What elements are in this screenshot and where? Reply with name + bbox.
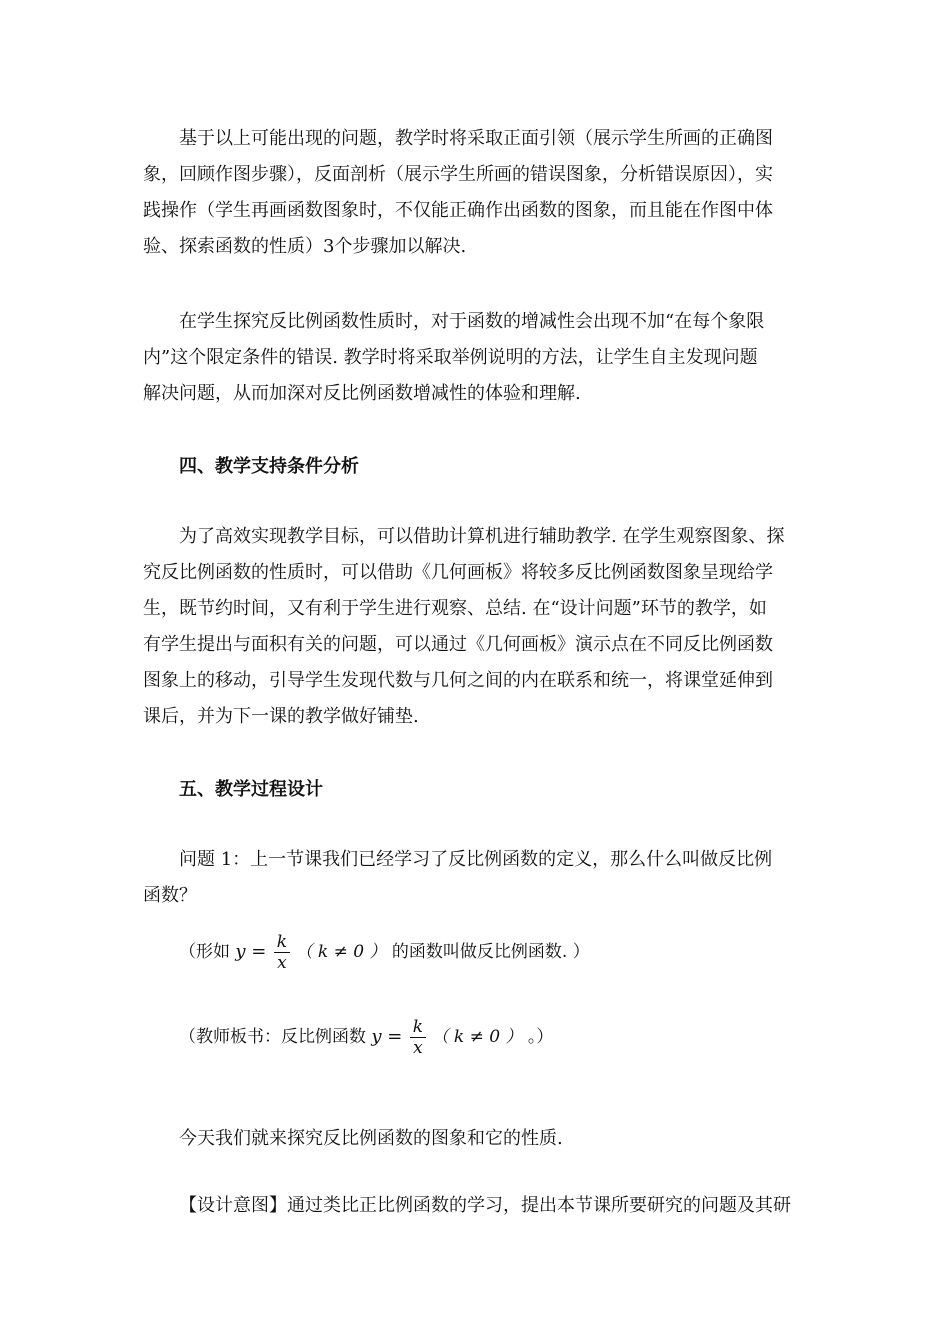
paragraph-problem-solving <box>143 121 811 265</box>
text-line: 今天我们就来探究反比例函数的图象和它的性质. <box>179 1128 563 1149</box>
text-line: 生，既节约时间，又有利于学生进行观察、总结. 在“设计问题”环节的教学，如 <box>143 598 767 619</box>
text-line: 函数？ <box>143 885 197 906</box>
fraction-numerator: k <box>274 932 290 953</box>
text-line: 为了高效实现教学目标，可以借助计算机进行辅助教学. 在学生观察图象、探 <box>179 526 785 547</box>
text-line: 内”这个限定条件的错误. 教学时将采取举例说明的方法，让学生自主发现问题 <box>143 347 758 368</box>
text-line: 究反比例函数的性质时，可以借助《几何画板》将较多反比例函数图象呈现给学 <box>143 562 773 583</box>
inverse-proportion-formula <box>235 932 290 973</box>
text-line: 践操作（学生再画函数图象时，不仅能正确作出函数的图象，而且能在作图中体 <box>143 200 773 221</box>
formula-condition: （ k ≠ 0 ） <box>295 942 387 962</box>
fraction <box>410 1017 426 1058</box>
text-line: 课后，并为下一课的教学做好铺垫. <box>143 706 419 727</box>
formula-lhs: y = <box>371 1026 403 1047</box>
formula-lhs: y = <box>235 941 267 962</box>
text-line: 【设计意图】通过类比正比例函数的学习，提出本节课所要研究的问题及其研 <box>179 1195 791 1216</box>
text-line: 解决问题，从而加深对反比例函数增减性的体验和理解. <box>143 383 581 404</box>
paragraph-monotonicity-error <box>143 304 811 412</box>
formula-suffix: 。） <box>527 1027 554 1047</box>
formula-suffix: 的函数叫做反比例函数. ） <box>391 942 590 962</box>
text-line: 基于以上可能出现的问题，教学时将采取正面引领（展示学生所画的正确图 <box>179 128 773 149</box>
fraction-denominator: x <box>413 1038 423 1058</box>
text-line: 问题 1：上一节课我们已经学习了反比例函数的定义，那么什么叫做反比例 <box>179 849 773 870</box>
fraction-numerator: k <box>410 1017 426 1038</box>
inverse-proportion-formula <box>371 1017 426 1058</box>
text-line: 在学生探究反比例函数性质时，对于函数的增减性会出现不加“在每个象限 <box>179 311 765 332</box>
formula-blackboard-line <box>179 1017 553 1058</box>
paragraph-today-topic <box>143 1121 811 1157</box>
formula-prefix: （教师板书：反比例函数 <box>179 1027 366 1047</box>
fraction-denominator: x <box>277 953 287 973</box>
paragraph-question-1 <box>143 842 811 914</box>
text-line: 验、探索函数的性质）3个步骤加以解决. <box>143 236 467 257</box>
fraction <box>274 932 290 973</box>
formula-prefix: （形如 <box>179 942 230 962</box>
section-heading-process-design: 五、教学过程设计 <box>179 779 323 800</box>
text-line: 象，回顾作图步骤），反面剖析（展示学生所画的错误图象，分析错误原因），实 <box>143 164 773 185</box>
formula-condition: （ k ≠ 0 ） <box>431 1027 523 1047</box>
text-line: 图象上的移动，引导学生发现代数与几何之间的内在联系和统一，将课堂延伸到 <box>143 670 773 691</box>
formula-definition-line <box>179 932 590 973</box>
section-heading-support-conditions: 四、教学支持条件分析 <box>179 456 359 477</box>
paragraph-support-conditions <box>143 519 811 735</box>
text-line: 有学生提出与面积有关的问题，可以通过《几何画板》演示点在不同反比例函数 <box>143 634 773 655</box>
paragraph-design-intent <box>143 1188 811 1224</box>
